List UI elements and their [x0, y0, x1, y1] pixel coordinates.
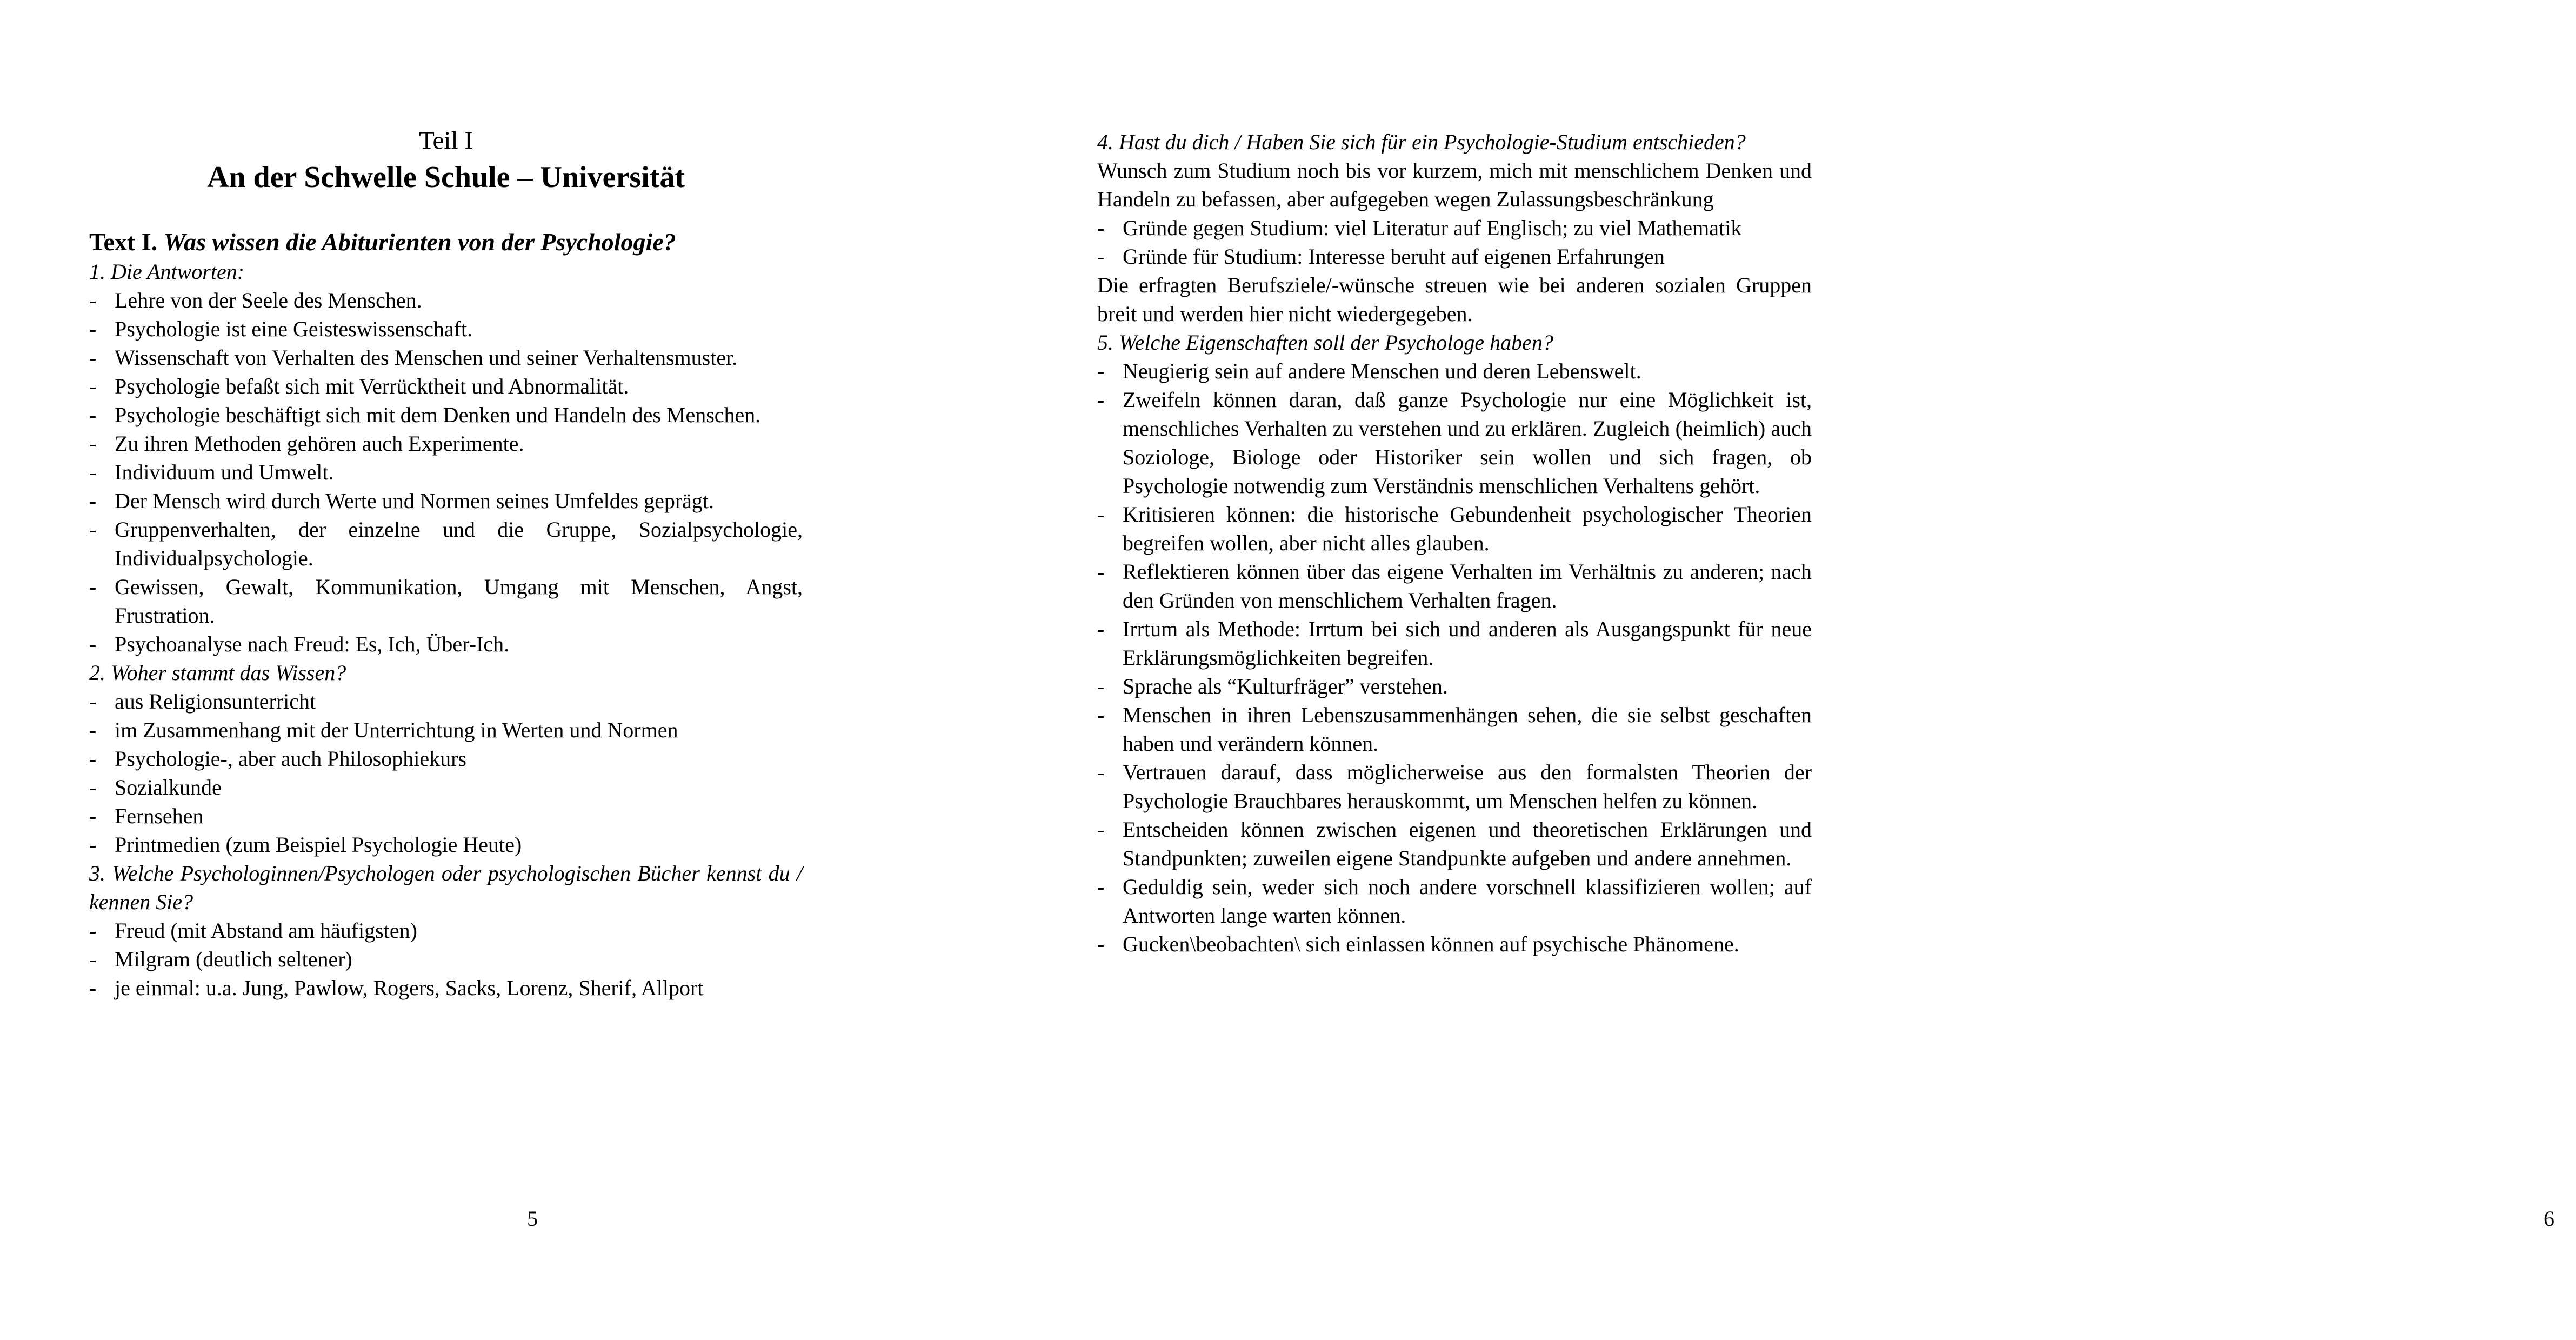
- text-heading: [89, 226, 803, 258]
- list-item: - Vertrauen darauf, dass möglicherweise aus den formalsten Theorien der Psychologie Brauchbares herauskommt, um Menschen helfen zu können.: [1097, 758, 1812, 815]
- list-item: - Entscheiden können zwischen eigenen und theoretischen Erklärungen und Standpunkten; zuweilen eigene Standpunkte aufgeben und andere annehmen.: [1097, 815, 1812, 872]
- paragraph: Die erfragten Berufsziele/-wünsche streuen wie bei anderen sozialen Gruppen breit und werden hier nicht wiedergegeben.: [1097, 273, 1812, 326]
- list-item: - Kritisieren können: die historische Gebundenheit psychologischer Theorien begreifen wollen, aber nicht alles glauben.: [1097, 500, 1812, 557]
- question-4: 4. Hast du dich / Haben Sie sich für ein Psychologie-Studium entschieden?: [1097, 130, 1746, 154]
- list-item: - Reflektieren können über das eigene Verhalten im Verhältnis zu anderen; nach den Gründen von menschlichem Verhalten fragen.: [1097, 557, 1812, 615]
- list-item: - Individuum und Umwelt.: [89, 458, 803, 486]
- list-item: - aus Religionsunterricht: [89, 687, 803, 716]
- question-1: 1. Die Antworten:: [89, 259, 245, 284]
- list-item: - Sprache als “Kulturfräger” verstehen.: [1097, 672, 1812, 701]
- list-item: - Psychologie ist eine Geisteswissenschaft.: [89, 315, 803, 343]
- page-number: 6: [2544, 1206, 2554, 1231]
- list-item: - Psychoanalyse nach Freud: Es, Ich, Über-Ich.: [89, 630, 803, 658]
- list-item: - Zweifeln können daran, daß ganze Psychologie nur eine Möglichkeit ist, menschliches Verhalten zu verstehen und zu erklären. Zugleich (heimlich) auch Soziologe, Biologe oder Historiker sein wollen und sich fragen, ob Psychologie notwendig zum Verständnis menschlichen Verhaltens gehört.: [1097, 385, 1812, 500]
- left-page-content: [89, 226, 803, 1002]
- text-title: Was wissen die Abiturienten von der Psychologie?: [163, 228, 676, 256]
- list-item: - Freud (mit Abstand am häufigsten): [89, 916, 803, 945]
- question-5: 5. Welche Eigenschaften soll der Psychologe haben?: [1097, 330, 1553, 355]
- question-3: 3. Welche Psychologinnen/Psychologen oder psychologischen Bücher kennst du / kennen Sie?: [89, 861, 803, 914]
- list-item: - Sozialkunde: [89, 773, 803, 802]
- list-item: - Menschen in ihren Lebenszusammenhängen sehen, die sie selbst geschaften haben und verändern können.: [1097, 701, 1812, 758]
- list-item: - Psychologie-, aber auch Philosophiekurs: [89, 744, 803, 773]
- page-number: 5: [527, 1206, 538, 1231]
- part-label: Teil I: [419, 126, 473, 155]
- list-item: - Milgram (deutlich seltener): [89, 945, 803, 974]
- list-item: - Zu ihren Methoden gehören auch Experimente.: [89, 429, 803, 458]
- list-item: - Geduldig sein, weder sich noch andere vorschnell klassifizieren wollen; auf Antworten lange warten können.: [1097, 872, 1812, 930]
- list-item: - je einmal: u.a. Jung, Pawlow, Rogers, Sacks, Lorenz, Sherif, Allport: [89, 974, 803, 1002]
- chapter-title: An der Schwelle Schule – Universität: [206, 161, 685, 194]
- paragraph: Wunsch zum Studium noch bis vor kurzem, mich mit menschlichem Denken und Handeln zu befassen, aber aufgegeben wegen Zulassungsbeschränkung: [1097, 158, 1812, 211]
- list-item: - Psychologie befaßt sich mit Verrücktheit und Abnormalität.: [89, 372, 803, 401]
- list-item: - Psychologie beschäftigt sich mit dem Denken und Handeln des Menschen.: [89, 401, 803, 429]
- list-item: - Gucken\beobachten\ sich einlassen können auf psychische Phänomene.: [1097, 930, 1812, 958]
- list-item: - Lehre von der Seele des Menschen.: [89, 286, 803, 315]
- list-item: - Gruppenverhalten, der einzelne und die Gruppe, Sozialpsychologie, Individualpsychologie.: [89, 515, 803, 572]
- list-item: - im Zusammenhang mit der Unterrichtung in Werten und Normen: [89, 716, 803, 744]
- list-item: - Gewissen, Gewalt, Kommunikation, Umgang mit Menschen, Angst, Frustration.: [89, 572, 803, 630]
- right-page-content: [1097, 128, 1812, 958]
- list-item: - Irrtum als Methode: Irrtum bei sich und anderen als Ausgangspunkt für neue Erklärungsmöglichkeiten begreifen.: [1097, 615, 1812, 672]
- list-item: - Gründe gegen Studium: viel Literatur auf Englisch; zu viel Mathematik: [1097, 214, 1812, 242]
- question-2: 2. Woher stammt das Wissen?: [89, 661, 346, 685]
- list-item: - Printmedien (zum Beispiel Psychologie Heute): [89, 830, 803, 859]
- list-item: - Fernsehen: [89, 802, 803, 830]
- list-item: - Gründe für Studium: Interesse beruht auf eigenen Erfahrungen: [1097, 242, 1812, 271]
- list-item: - Neugierig sein auf andere Menschen und deren Lebenswelt.: [1097, 357, 1812, 385]
- text-label: Text I.: [89, 228, 158, 256]
- list-item: - Wissenschaft von Verhalten des Menschen und seiner Verhaltensmuster.: [89, 343, 803, 372]
- list-item: - Der Mensch wird durch Werte und Normen seines Umfeldes geprägt.: [89, 486, 803, 515]
